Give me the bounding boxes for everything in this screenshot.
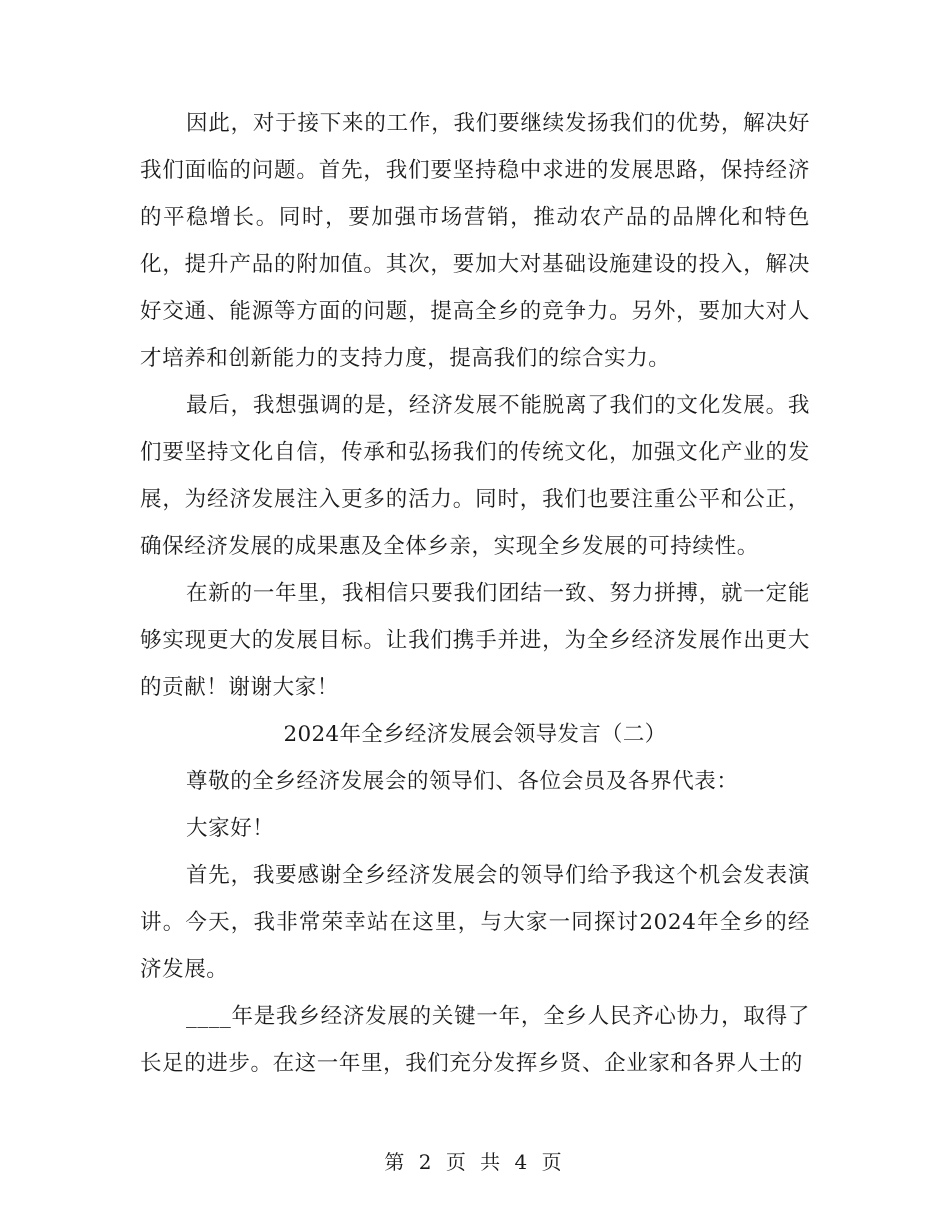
page-number-footer: 第 2 页 共 4 页 bbox=[384, 1150, 566, 1174]
paragraph-review: ____年是我乡经济发展的关键一年，全乡人民齐心协力，取得了长足的进步。在这一年里，我们充分发挥乡贤、企业家和各界人士的 bbox=[140, 1004, 810, 1076]
paragraph-closing: 在新的一年里，我相信只要我们团结一致、努力拼搏，就一定能够实现更大的发展目标。让我们携手并进，为全乡经济发展作出更大的贡献！谢谢大家！ bbox=[140, 581, 810, 700]
document-body bbox=[140, 100, 810, 1087]
paragraph-thanks: 首先，我要感谢全乡经济发展会的领导们给予我这个机会发表演讲。今天，我非常荣幸站在这里，与大家一同探讨2024年全乡的经济发展。 bbox=[140, 863, 810, 982]
paragraph-work-plan: 因此，对于接下来的工作，我们要继续发扬我们的优势，解决好我们面临的问题。首先，我们要坚持稳中求进的发展思路，保持经济的平稳增长。同时，要加强市场营销，推动农产品的品牌化和特色化，提升产品的附加值。其次，要加大对基础设施建设的投入，解决好交通、能源等方面的问题，提高全乡的竞争力。另外，要加大对人才培养和创新能力的支持力度，提高我们的综合实力。 bbox=[140, 111, 810, 371]
paragraph-greeting: 大家好！ bbox=[186, 816, 275, 841]
section-title: 2024年全乡经济发展会领导发言（二） bbox=[283, 722, 667, 747]
paragraph-salutation: 尊敬的全乡经济发展会的领导们、各位会员及各界代表： bbox=[186, 769, 739, 794]
paragraph-culture: 最后，我想强调的是，经济发展不能脱离了我们的文化发展。我们要坚持文化自信，传承和弘扬我们的传统文化，加强文化产业的发展，为经济发展注入更多的活力。同时，我们也要注重公平和公正，确保经济发展的成果惠及全体乡亲，实现全乡发展的可持续性。 bbox=[140, 393, 810, 559]
